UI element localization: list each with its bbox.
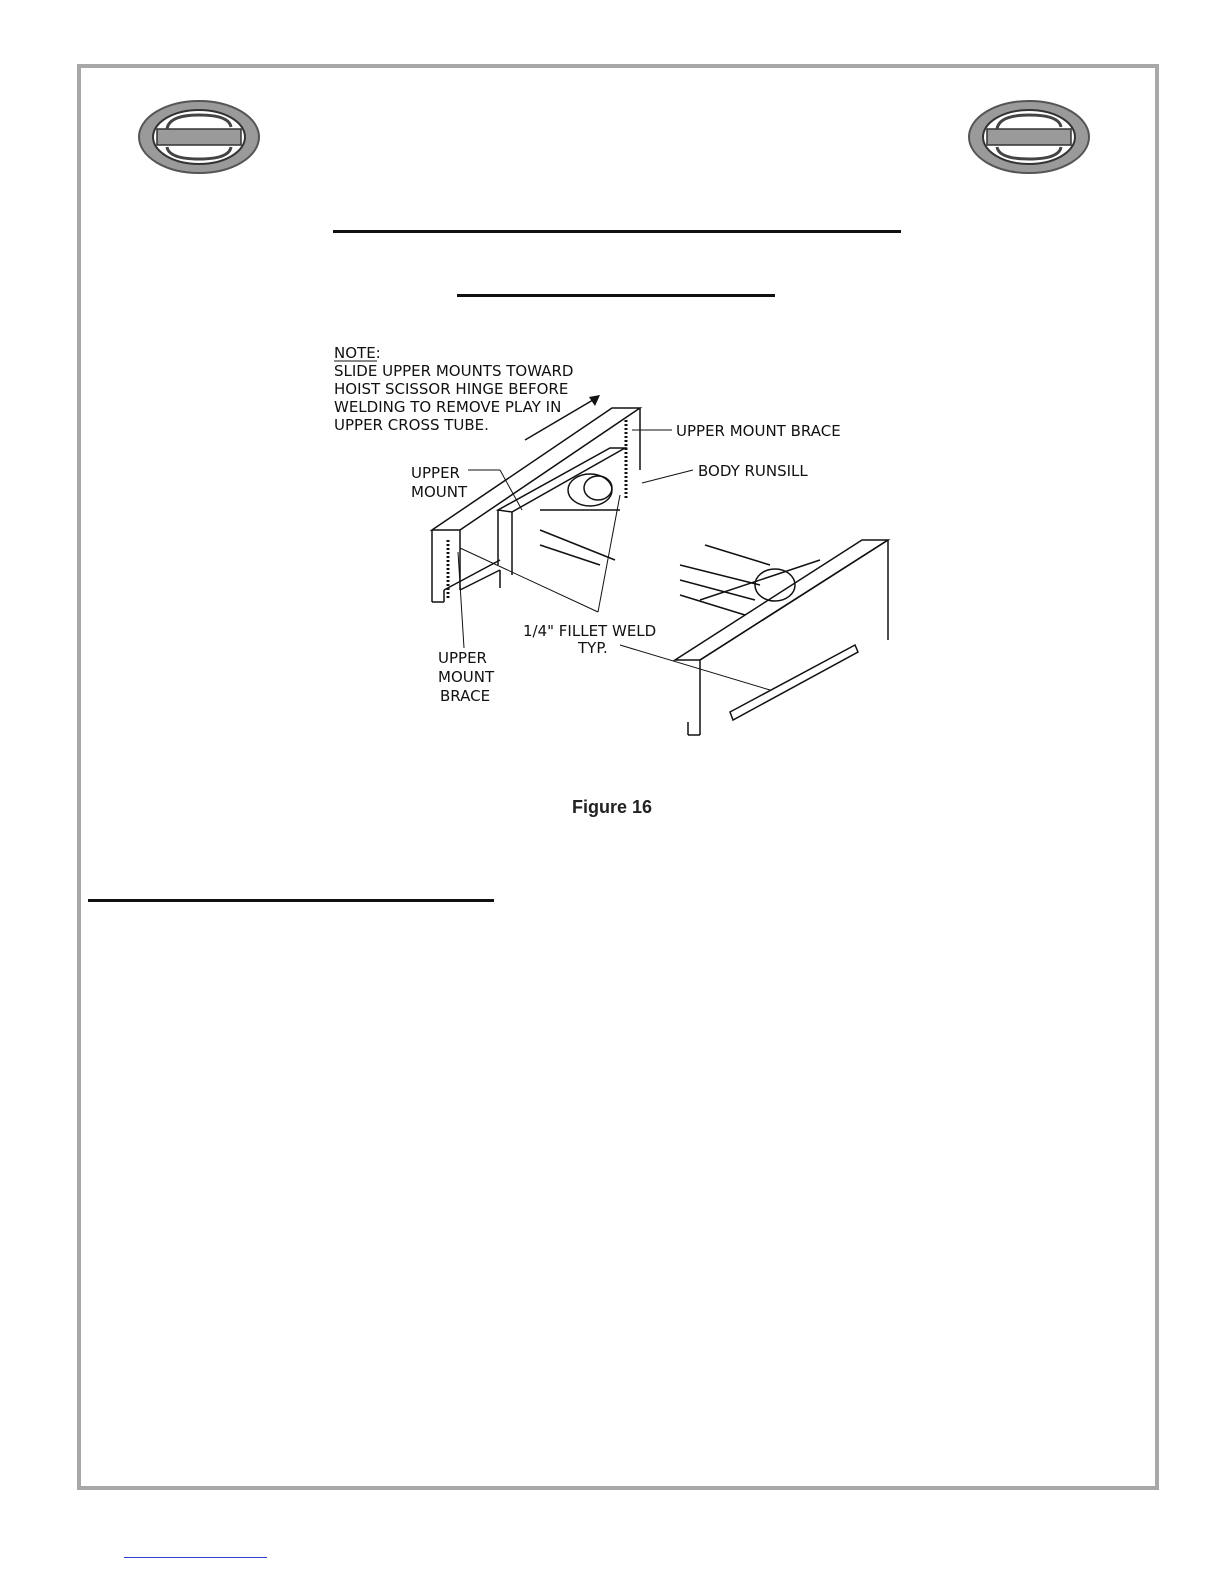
left-runsill [432,408,640,602]
company-logo-icon [967,99,1091,175]
label-upper-mount-brace-3: BRACE [440,687,491,705]
note-line-2: HOIST SCISSOR HINGE BEFORE [334,380,569,398]
company-logo-icon [137,99,261,175]
footer-link-underline[interactable] [124,1557,267,1558]
section-heading-underline [88,899,494,902]
note-heading: NOTE: [334,344,381,362]
note-line-1: SLIDE UPPER MOUNTS TOWARD [334,362,574,380]
title-underline [333,230,901,233]
right-runsill [675,540,888,735]
label-fillet-weld-2: TYP. [578,639,608,657]
label-fillet-weld-1: 1/4" FILLET WELD [523,622,657,640]
note-line-4: UPPER CROSS TUBE. [334,416,489,434]
mounting-diagram [270,300,960,760]
label-upper-mount-brace-top: UPPER MOUNT BRACE [676,422,841,440]
label-upper-mount-brace-2: MOUNT [438,668,495,686]
label-upper-mount-2: MOUNT [411,483,468,501]
page-border [77,64,1159,1490]
subtitle-underline [457,294,775,297]
label-upper-mount-brace-1: UPPER [438,649,487,667]
label-body-runsill: BODY RUNSILL [698,462,808,480]
label-upper-mount-1: UPPER [411,464,460,482]
figure-caption: Figure 16 [571,797,653,817]
note-line-3: WELDING TO REMOVE PLAY IN [334,398,562,416]
